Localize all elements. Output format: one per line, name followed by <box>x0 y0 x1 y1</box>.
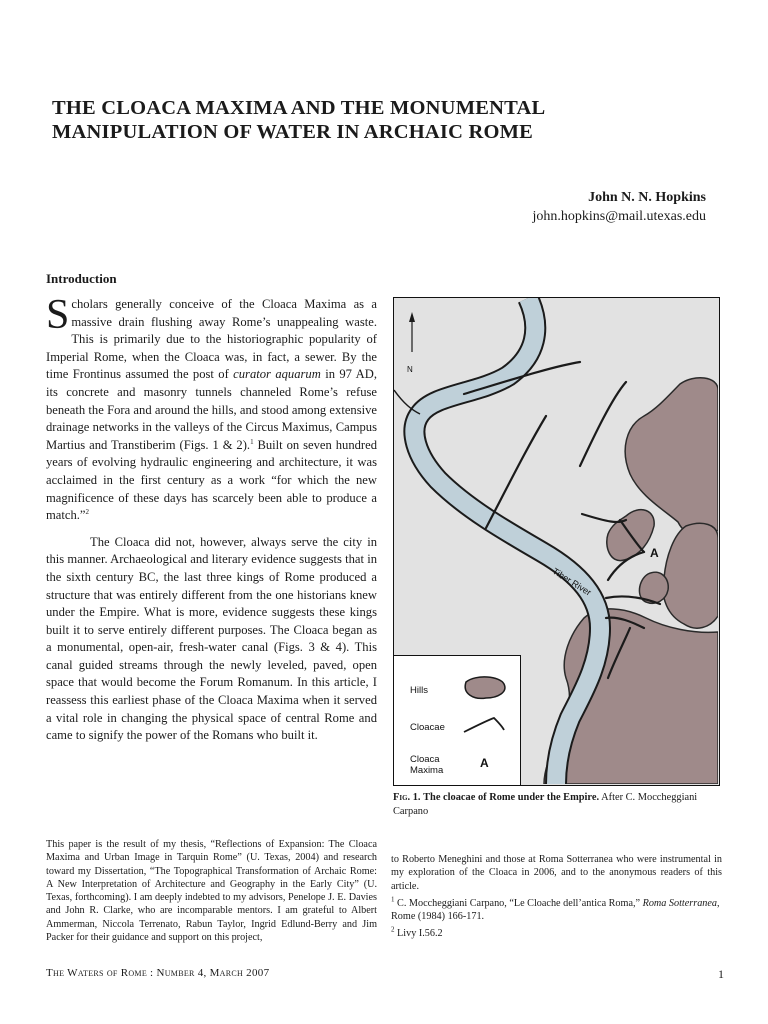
acknowledgement-note <box>46 838 377 944</box>
figure-map <box>393 297 720 786</box>
author-email[interactable]: john.hopkins@mail.utexas.edu <box>532 209 706 224</box>
map-legend <box>394 655 521 785</box>
page-number: 1 <box>718 967 724 981</box>
footnote-1-italic: Roma Sotterranea <box>642 897 718 909</box>
legend-hill-swatch <box>465 677 505 698</box>
body-text <box>46 292 377 745</box>
legend-cloacae-label: Cloacae <box>410 722 445 733</box>
footnote-2-text: Livy I.56.2 <box>394 928 443 940</box>
acknowledgement-text: This paper is the result of my thesis, “Reflections of Expansion: The Cloaca Maxima and Urban Image in Tarquin Rome” (U. Texas, 2004) and research toward my Dissertation, “The Topographical Transformation of Archaic Rome: A New Interpretation of Architecture and Geography in the Early City” (U. Texas, forthcoming). I am deeply indebted to my advisors, Penelope J. E. Davies and John R. Clarke, who are incomparable mentors. I am grateful to Albert Ammerman, Niccola Terrenato, Rabun Taylor, Ingrid Edlund-Berry and Jim Packer for their guidance and support on this project, <box>46 839 377 944</box>
p1-text-b: in 97 AD, its concrete and masonry tunnels channeled Rome’s refuse beneath the Fora and around the hills, and stood among extensive drainage networks in the valleys of the Circus Maximus, Campus Martius and Transtiberim (Figs. 1 & 2). <box>46 367 377 452</box>
p1-text-a: cholars generally conceive of the Cloaca Maxima as a massive drain flushing away Rome’s unappealing waste. This is primarily due to the historiographic popularity of Imperial Rome, when the Cloaca was, in fact, a sewer. By the time Frontinus assumed the post of <box>46 297 377 382</box>
caption-title: The cloacae of Rome under the Empire. <box>423 792 600 803</box>
legend-maxima-line-2: Maxima <box>410 765 444 776</box>
footnote-1-text-a: C. Moccheggiani Carpano, “Le Cloache dell’antica Roma,” <box>394 897 643 909</box>
footnote-1-text-b: , Rome (1984) 166-171. <box>391 897 720 923</box>
article-title <box>52 96 722 144</box>
footnote-2 <box>391 927 722 940</box>
river-label: Tiber River <box>550 566 594 598</box>
footnote-ref-2[interactable]: 2 <box>85 507 90 516</box>
author-name: John N. N. Hopkins <box>588 190 706 205</box>
marker-a: A <box>650 546 659 560</box>
figure-caption <box>393 791 728 819</box>
cloaca-line <box>486 416 546 528</box>
north-arrow-icon <box>409 312 415 352</box>
p1-italic: curator aquarum <box>233 367 321 382</box>
legend-maxima-line-1: Cloaca <box>410 754 440 765</box>
drop-cap: S <box>46 292 70 338</box>
footnote-ref-1[interactable]: 1 <box>250 437 254 446</box>
running-footer: The Waters of Rome : Number 4, March 2007 <box>46 967 270 979</box>
paragraph-2: The Cloaca did not, however, always serve the city in this manner. Archaeological and literary evidence suggests that in the sixth century BC, the last three kings of Rome produced a structure that was entirely different from the one historians knew under the Empire. What is more, evidence suggests these kings built it to serve entirely different purposes. The Cloaca began as a monumental, open-air, fresh-water canal (Figs. 3 & 4). This canal guided streams through the newly leveled, paved, open space that would become the Forum Romanum. In this article, I reassess this earliest phase of the Cloaca Maxima when it served a vital role in changing the physical space of central Rome and came to signify the power of the Romans who built it. <box>46 534 377 743</box>
north-label: N <box>407 365 413 374</box>
legend-marker-a: A <box>480 756 489 770</box>
title-line-2: MANIPULATION OF WATER IN ARCHAIC ROME <box>52 121 534 143</box>
p1-text-c: Built on seven hundred years of evolving hydraulic engineering and architecture, it was acclaimed in the first century as a work “for which the new magnificence of these days has scarcely been able to produce a match.” <box>46 437 377 523</box>
legend-cloaca-maxima-label <box>410 754 443 776</box>
legend-cloaca-swatch <box>464 718 504 732</box>
caption-label: Fig. 1. <box>393 792 421 803</box>
footnote-2-number: 2 <box>391 926 395 935</box>
section-heading: Introduction <box>46 271 117 286</box>
hill-shape <box>663 523 718 628</box>
title-line-1: THE CLOACA MAXIMA AND THE MONUMENTAL <box>52 97 546 119</box>
legend-hills-label: Hills <box>410 685 428 696</box>
footnote-1-number: 1 <box>391 895 395 904</box>
footnote-1 <box>391 897 722 924</box>
caption-credit: After C. Moccheggiani Carpano <box>393 792 698 817</box>
author-block <box>533 188 706 226</box>
acknowledgement-continued: to Roberto Meneghini and those at Roma Sotterranea who were instrumental in my exploration of the Cloaca in 2006, and to the anonymous readers of this article. <box>391 854 722 892</box>
footnotes-column <box>391 853 722 945</box>
paragraph-1 <box>46 292 377 525</box>
cloaca-line <box>580 382 626 466</box>
